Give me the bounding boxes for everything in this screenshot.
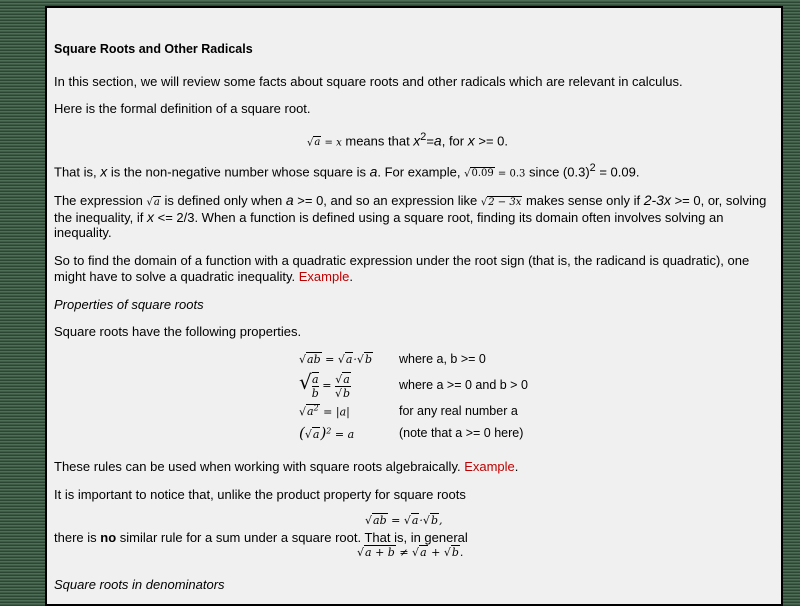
property-condition: for any real number a (398, 404, 518, 418)
expression-paragraph-line2: the inequality, if x <= 2/3. When a function is defined using a square root, finding its domain often involves solving an (54, 209, 724, 225)
product-rule-inline-formula: √ab = √a·√b, (365, 514, 443, 527)
properties-heading: Properties of square roots (54, 297, 204, 312)
example-formula: √0.09 = 0.3 (464, 168, 526, 180)
that-is-paragraph: That is, x is the non-negative number whose square is a. For example, √0.09 = 0.3 since $(0.3)^2 = 0.09$. (54, 162, 640, 180)
definition-line: √a = x means that $x^2=a$, for x >= 0. (307, 131, 508, 149)
properties-table (295, 348, 532, 444)
sum-paragraph: there is no similar rule for a sum under a square root. That is, in general (54, 530, 468, 545)
property-condition: where a, b >= 0 (398, 352, 486, 366)
sqrt-2-3x-formula: √2 − 3x (480, 197, 522, 208)
intro-paragraph: In this section, we will review some facts about square roots and other radicals which are relevant in calculus. (54, 74, 683, 89)
property-row (295, 422, 532, 444)
document-page (45, 6, 783, 606)
example-link-2[interactable]: Example (464, 459, 515, 474)
properties-intro: Square roots have the following properties. (54, 324, 302, 339)
square-rule-formula: $(√a)^2 = a$ (299, 424, 355, 442)
sqrt-a-formula: √a (146, 197, 160, 208)
property-row (295, 400, 532, 422)
section-title: Square Roots and Other Radicals (54, 42, 253, 56)
property-condition: where a >= 0 and b > 0 (398, 378, 528, 392)
abs-rule-formula: $√a^2 = |a|$ (299, 403, 350, 419)
quotient-rule-formula: √ $\frac{a}{b}$ = $\frac{√a}{√b}$ (299, 370, 351, 400)
domain-paragraph-line1: So to find the domain of a function with a quadratic expression under the root sign (that is, the radicand is quadratic), one (54, 253, 750, 268)
property-row (295, 348, 532, 370)
property-condition: (note that a >= 0 here) (398, 426, 524, 440)
domain-paragraph-line2: might have to solve a quadratic inequality. Example. (54, 269, 353, 284)
rules-paragraph: These rules can be used when working with square roots algebraically. Example. (54, 459, 519, 474)
product-note: It is important to notice that, unlike the product property for square roots (54, 487, 466, 502)
property-row (295, 370, 532, 400)
example-link-1[interactable]: Example (298, 269, 350, 284)
sqrt-a-eq-x-formula: √a = x (307, 137, 342, 149)
expression-paragraph-line3: inequality. (54, 225, 112, 240)
sum-inequality-formula: √a + b ≠ √a + √b. (357, 546, 464, 559)
denominators-heading: Square roots in denominators (54, 577, 225, 592)
expression-paragraph-line1: The expression √a is defined only when a >= 0, and so an expression like √2 − 3x makes sense only if 2-3x >= 0, or, solving (54, 192, 767, 208)
definition-intro: Here is the formal definition of a square root. (54, 101, 311, 116)
product-rule-formula: √ab = √a·√b (299, 352, 372, 366)
